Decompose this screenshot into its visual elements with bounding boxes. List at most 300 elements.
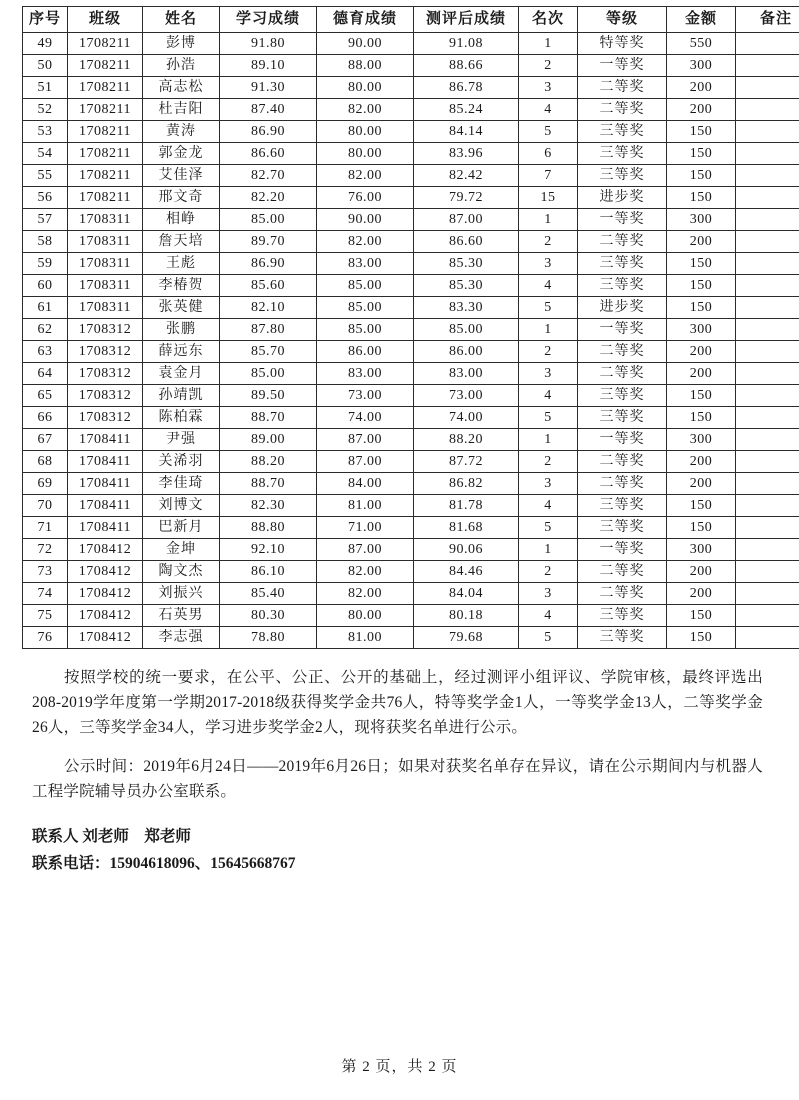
header-final-score: 测评后成绩 bbox=[414, 7, 519, 33]
cell-class: 1708412 bbox=[68, 561, 143, 583]
cell-study: 82.30 bbox=[220, 495, 317, 517]
cell-moral: 82.00 bbox=[317, 165, 414, 187]
cell-remark bbox=[736, 407, 799, 429]
cell-moral: 81.00 bbox=[317, 495, 414, 517]
cell-moral: 85.00 bbox=[317, 297, 414, 319]
cell-remark bbox=[736, 517, 799, 539]
table-row bbox=[23, 517, 799, 539]
table-row bbox=[23, 275, 799, 297]
cell-no: 71 bbox=[23, 517, 68, 539]
header-study-score: 学习成绩 bbox=[220, 7, 317, 33]
cell-class: 1708211 bbox=[68, 143, 143, 165]
cell-final: 84.46 bbox=[414, 561, 519, 583]
cell-class: 1708312 bbox=[68, 363, 143, 385]
cell-amount: 150 bbox=[667, 495, 736, 517]
cell-name: 孙靖凯 bbox=[143, 385, 220, 407]
cell-no: 53 bbox=[23, 121, 68, 143]
cell-study: 85.70 bbox=[220, 341, 317, 363]
table-row bbox=[23, 627, 799, 649]
cell-name: 陶文杰 bbox=[143, 561, 220, 583]
cell-name: 邢文奇 bbox=[143, 187, 220, 209]
cell-moral: 90.00 bbox=[317, 33, 414, 55]
cell-moral: 83.00 bbox=[317, 253, 414, 275]
table-row bbox=[23, 363, 799, 385]
cell-rank: 5 bbox=[519, 517, 578, 539]
cell-study: 88.80 bbox=[220, 517, 317, 539]
cell-moral: 87.00 bbox=[317, 539, 414, 561]
cell-rank: 4 bbox=[519, 385, 578, 407]
cell-class: 1708312 bbox=[68, 407, 143, 429]
cell-no: 57 bbox=[23, 209, 68, 231]
cell-no: 63 bbox=[23, 341, 68, 363]
cell-amount: 200 bbox=[667, 231, 736, 253]
cell-class: 1708411 bbox=[68, 517, 143, 539]
cell-rank: 3 bbox=[519, 77, 578, 99]
cell-final: 84.04 bbox=[414, 583, 519, 605]
cell-no: 54 bbox=[23, 143, 68, 165]
cell-final: 80.18 bbox=[414, 605, 519, 627]
cell-study: 89.00 bbox=[220, 429, 317, 451]
page-footer: 第 2 页，共 2 页 bbox=[341, 1059, 458, 1075]
cell-rank: 4 bbox=[519, 605, 578, 627]
table-row bbox=[23, 407, 799, 429]
table-row bbox=[23, 429, 799, 451]
cell-class: 1708311 bbox=[68, 297, 143, 319]
cell-no: 51 bbox=[23, 77, 68, 99]
cell-amount: 200 bbox=[667, 561, 736, 583]
cell-moral: 80.00 bbox=[317, 77, 414, 99]
cell-amount: 300 bbox=[667, 429, 736, 451]
cell-final: 83.00 bbox=[414, 363, 519, 385]
cell-moral: 85.00 bbox=[317, 319, 414, 341]
cell-final: 85.30 bbox=[414, 275, 519, 297]
cell-study: 86.60 bbox=[220, 143, 317, 165]
cell-level: 三等奖 bbox=[578, 253, 667, 275]
table-row bbox=[23, 605, 799, 627]
cell-moral: 76.00 bbox=[317, 187, 414, 209]
cell-study: 91.30 bbox=[220, 77, 317, 99]
cell-final: 81.68 bbox=[414, 517, 519, 539]
cell-amount: 200 bbox=[667, 341, 736, 363]
cell-no: 61 bbox=[23, 297, 68, 319]
cell-final: 87.00 bbox=[414, 209, 519, 231]
cell-amount: 150 bbox=[667, 605, 736, 627]
cell-study: 82.70 bbox=[220, 165, 317, 187]
cell-final: 79.68 bbox=[414, 627, 519, 649]
cell-level: 二等奖 bbox=[578, 341, 667, 363]
cell-class: 1708312 bbox=[68, 385, 143, 407]
header-name: 姓名 bbox=[143, 7, 220, 33]
cell-rank: 5 bbox=[519, 627, 578, 649]
cell-study: 82.10 bbox=[220, 297, 317, 319]
cell-study: 88.70 bbox=[220, 473, 317, 495]
cell-final: 86.60 bbox=[414, 231, 519, 253]
cell-amount: 200 bbox=[667, 451, 736, 473]
cell-rank: 1 bbox=[519, 319, 578, 341]
cell-study: 92.10 bbox=[220, 539, 317, 561]
cell-name: 彭博 bbox=[143, 33, 220, 55]
cell-level: 一等奖 bbox=[578, 429, 667, 451]
cell-rank: 1 bbox=[519, 209, 578, 231]
cell-no: 56 bbox=[23, 187, 68, 209]
cell-moral: 74.00 bbox=[317, 407, 414, 429]
cell-final: 91.08 bbox=[414, 33, 519, 55]
cell-class: 1708311 bbox=[68, 253, 143, 275]
cell-rank: 5 bbox=[519, 297, 578, 319]
cell-class: 1708411 bbox=[68, 451, 143, 473]
table-row bbox=[23, 55, 799, 77]
cell-level: 二等奖 bbox=[578, 473, 667, 495]
cell-name: 李椿贺 bbox=[143, 275, 220, 297]
cell-class: 1708312 bbox=[68, 341, 143, 363]
cell-level: 三等奖 bbox=[578, 517, 667, 539]
cell-amount: 200 bbox=[667, 583, 736, 605]
cell-no: 64 bbox=[23, 363, 68, 385]
cell-no: 68 bbox=[23, 451, 68, 473]
cell-class: 1708411 bbox=[68, 473, 143, 495]
table-body bbox=[23, 33, 799, 649]
cell-name: 尹强 bbox=[143, 429, 220, 451]
table-row bbox=[23, 209, 799, 231]
cell-level: 二等奖 bbox=[578, 451, 667, 473]
cell-class: 1708412 bbox=[68, 539, 143, 561]
cell-final: 85.00 bbox=[414, 319, 519, 341]
cell-level: 三等奖 bbox=[578, 385, 667, 407]
cell-amount: 150 bbox=[667, 165, 736, 187]
cell-no: 60 bbox=[23, 275, 68, 297]
cell-amount: 150 bbox=[667, 187, 736, 209]
table-row bbox=[23, 99, 799, 121]
cell-remark bbox=[736, 495, 799, 517]
cell-name: 李佳琦 bbox=[143, 473, 220, 495]
cell-no: 74 bbox=[23, 583, 68, 605]
cell-rank: 5 bbox=[519, 121, 578, 143]
cell-level: 三等奖 bbox=[578, 495, 667, 517]
cell-no: 49 bbox=[23, 33, 68, 55]
cell-level: 特等奖 bbox=[578, 33, 667, 55]
table-row bbox=[23, 297, 799, 319]
table-row bbox=[23, 33, 799, 55]
cell-study: 89.10 bbox=[220, 55, 317, 77]
cell-remark bbox=[736, 583, 799, 605]
cell-name: 高志松 bbox=[143, 77, 220, 99]
cell-level: 三等奖 bbox=[578, 165, 667, 187]
cell-name: 陈柏霖 bbox=[143, 407, 220, 429]
cell-final: 83.30 bbox=[414, 297, 519, 319]
cell-rank: 3 bbox=[519, 253, 578, 275]
cell-final: 85.24 bbox=[414, 99, 519, 121]
cell-name: 袁金月 bbox=[143, 363, 220, 385]
table-row bbox=[23, 187, 799, 209]
cell-final: 81.78 bbox=[414, 495, 519, 517]
cell-moral: 71.00 bbox=[317, 517, 414, 539]
cell-amount: 150 bbox=[667, 275, 736, 297]
cell-class: 1708311 bbox=[68, 231, 143, 253]
cell-remark bbox=[736, 451, 799, 473]
cell-final: 90.06 bbox=[414, 539, 519, 561]
cell-name: 艾佳泽 bbox=[143, 165, 220, 187]
cell-class: 1708311 bbox=[68, 209, 143, 231]
cell-class: 1708412 bbox=[68, 583, 143, 605]
table-row bbox=[23, 451, 799, 473]
cell-remark bbox=[736, 99, 799, 121]
table-row bbox=[23, 143, 799, 165]
cell-class: 1708411 bbox=[68, 495, 143, 517]
cell-name: 詹天培 bbox=[143, 231, 220, 253]
cell-level: 一等奖 bbox=[578, 209, 667, 231]
cell-final: 86.00 bbox=[414, 341, 519, 363]
cell-level: 三等奖 bbox=[578, 143, 667, 165]
cell-moral: 80.00 bbox=[317, 143, 414, 165]
table-row bbox=[23, 583, 799, 605]
cell-class: 1708211 bbox=[68, 121, 143, 143]
cell-amount: 200 bbox=[667, 77, 736, 99]
table-row bbox=[23, 165, 799, 187]
table-header-row bbox=[23, 7, 799, 33]
cell-level: 三等奖 bbox=[578, 407, 667, 429]
cell-name: 孙浩 bbox=[143, 55, 220, 77]
cell-remark bbox=[736, 297, 799, 319]
cell-remark bbox=[736, 319, 799, 341]
cell-level: 一等奖 bbox=[578, 55, 667, 77]
cell-name: 相峥 bbox=[143, 209, 220, 231]
cell-study: 78.80 bbox=[220, 627, 317, 649]
cell-no: 72 bbox=[23, 539, 68, 561]
cell-level: 二等奖 bbox=[578, 231, 667, 253]
cell-class: 1708412 bbox=[68, 627, 143, 649]
cell-amount: 300 bbox=[667, 539, 736, 561]
cell-study: 87.80 bbox=[220, 319, 317, 341]
cell-amount: 300 bbox=[667, 55, 736, 77]
cell-rank: 15 bbox=[519, 187, 578, 209]
cell-rank: 6 bbox=[519, 143, 578, 165]
cell-class: 1708312 bbox=[68, 319, 143, 341]
cell-no: 69 bbox=[23, 473, 68, 495]
cell-level: 二等奖 bbox=[578, 561, 667, 583]
cell-level: 三等奖 bbox=[578, 627, 667, 649]
cell-level: 进步奖 bbox=[578, 187, 667, 209]
cell-class: 1708211 bbox=[68, 77, 143, 99]
header-no: 序号 bbox=[23, 7, 68, 33]
cell-no: 59 bbox=[23, 253, 68, 275]
cell-moral: 81.00 bbox=[317, 627, 414, 649]
cell-amount: 150 bbox=[667, 297, 736, 319]
cell-remark bbox=[736, 231, 799, 253]
cell-class: 1708211 bbox=[68, 99, 143, 121]
cell-amount: 550 bbox=[667, 33, 736, 55]
cell-study: 85.00 bbox=[220, 209, 317, 231]
cell-class: 1708412 bbox=[68, 605, 143, 627]
cell-class: 1708311 bbox=[68, 275, 143, 297]
cell-no: 75 bbox=[23, 605, 68, 627]
cell-level: 一等奖 bbox=[578, 319, 667, 341]
cell-moral: 82.00 bbox=[317, 231, 414, 253]
cell-class: 1708211 bbox=[68, 165, 143, 187]
notice-text bbox=[22, 665, 777, 804]
cell-rank: 5 bbox=[519, 407, 578, 429]
cell-level: 三等奖 bbox=[578, 121, 667, 143]
cell-remark bbox=[736, 363, 799, 385]
header-moral-score: 德育成绩 bbox=[317, 7, 414, 33]
cell-remark bbox=[736, 627, 799, 649]
contact-person: 联系人 刘老师 郑老师 bbox=[32, 828, 191, 845]
cell-final: 86.78 bbox=[414, 77, 519, 99]
cell-no: 73 bbox=[23, 561, 68, 583]
table-row bbox=[23, 319, 799, 341]
cell-level: 二等奖 bbox=[578, 363, 667, 385]
cell-moral: 84.00 bbox=[317, 473, 414, 495]
cell-no: 62 bbox=[23, 319, 68, 341]
cell-moral: 86.00 bbox=[317, 341, 414, 363]
cell-amount: 200 bbox=[667, 473, 736, 495]
table-row bbox=[23, 561, 799, 583]
cell-moral: 83.00 bbox=[317, 363, 414, 385]
cell-amount: 150 bbox=[667, 253, 736, 275]
cell-remark bbox=[736, 473, 799, 495]
cell-remark bbox=[736, 121, 799, 143]
cell-rank: 3 bbox=[519, 363, 578, 385]
cell-amount: 150 bbox=[667, 627, 736, 649]
cell-remark bbox=[736, 253, 799, 275]
cell-remark bbox=[736, 187, 799, 209]
cell-no: 76 bbox=[23, 627, 68, 649]
cell-study: 88.20 bbox=[220, 451, 317, 473]
cell-no: 66 bbox=[23, 407, 68, 429]
cell-no: 65 bbox=[23, 385, 68, 407]
cell-rank: 2 bbox=[519, 341, 578, 363]
cell-name: 张英健 bbox=[143, 297, 220, 319]
cell-remark bbox=[736, 143, 799, 165]
cell-name: 郭金龙 bbox=[143, 143, 220, 165]
cell-name: 刘振兴 bbox=[143, 583, 220, 605]
cell-study: 91.80 bbox=[220, 33, 317, 55]
table-row bbox=[23, 253, 799, 275]
cell-study: 82.20 bbox=[220, 187, 317, 209]
cell-study: 85.00 bbox=[220, 363, 317, 385]
header-level: 等级 bbox=[578, 7, 667, 33]
cell-study: 87.40 bbox=[220, 99, 317, 121]
cell-amount: 150 bbox=[667, 121, 736, 143]
contact-block bbox=[22, 824, 777, 876]
cell-moral: 82.00 bbox=[317, 561, 414, 583]
cell-moral: 90.00 bbox=[317, 209, 414, 231]
cell-remark bbox=[736, 605, 799, 627]
cell-rank: 2 bbox=[519, 561, 578, 583]
cell-remark bbox=[736, 385, 799, 407]
cell-remark bbox=[736, 561, 799, 583]
cell-level: 三等奖 bbox=[578, 605, 667, 627]
cell-amount: 150 bbox=[667, 407, 736, 429]
cell-final: 86.82 bbox=[414, 473, 519, 495]
contact-phone: 联系电话：15904618096、15645668767 bbox=[32, 855, 296, 872]
cell-rank: 4 bbox=[519, 99, 578, 121]
cell-rank: 1 bbox=[519, 539, 578, 561]
cell-moral: 73.00 bbox=[317, 385, 414, 407]
cell-rank: 2 bbox=[519, 231, 578, 253]
cell-amount: 300 bbox=[667, 209, 736, 231]
cell-moral: 80.00 bbox=[317, 121, 414, 143]
cell-rank: 1 bbox=[519, 33, 578, 55]
cell-moral: 85.00 bbox=[317, 275, 414, 297]
cell-final: 87.72 bbox=[414, 451, 519, 473]
cell-rank: 7 bbox=[519, 165, 578, 187]
cell-amount: 300 bbox=[667, 319, 736, 341]
table-row bbox=[23, 121, 799, 143]
cell-moral: 80.00 bbox=[317, 605, 414, 627]
cell-remark bbox=[736, 55, 799, 77]
cell-rank: 4 bbox=[519, 495, 578, 517]
table-row bbox=[23, 341, 799, 363]
cell-no: 50 bbox=[23, 55, 68, 77]
cell-class: 1708411 bbox=[68, 429, 143, 451]
cell-level: 二等奖 bbox=[578, 99, 667, 121]
cell-remark bbox=[736, 165, 799, 187]
cell-no: 70 bbox=[23, 495, 68, 517]
cell-name: 巴新月 bbox=[143, 517, 220, 539]
scholarship-table bbox=[22, 6, 799, 649]
cell-no: 58 bbox=[23, 231, 68, 253]
cell-rank: 4 bbox=[519, 275, 578, 297]
cell-final: 85.30 bbox=[414, 253, 519, 275]
cell-class: 1708211 bbox=[68, 55, 143, 77]
cell-moral: 87.00 bbox=[317, 429, 414, 451]
table-row bbox=[23, 495, 799, 517]
cell-class: 1708211 bbox=[68, 187, 143, 209]
notice-paragraph-2: 公示时间：2019年6月24日——2019年6月26日；如果对获奖名单存在异议，请在公示期间内与机器人工程学院辅导员办公室联系。 bbox=[32, 758, 763, 800]
header-amount: 金额 bbox=[667, 7, 736, 33]
notice-paragraph-1: 按照学校的统一要求，在公平、公正、公开的基础上，经过测评小组评议、学院审核，最终评选出208-2019学年度第一学期2017-2018级获得奖学金共76人，特等奖学金1人，一等奖学金13人，二等奖学金26人，三等奖学金34人，学习进步奖学金2人，现将获奖名单进行公示。 bbox=[32, 669, 763, 736]
cell-name: 关浠羽 bbox=[143, 451, 220, 473]
table-row bbox=[23, 77, 799, 99]
table-row bbox=[23, 473, 799, 495]
cell-moral: 88.00 bbox=[317, 55, 414, 77]
cell-name: 金坤 bbox=[143, 539, 220, 561]
cell-study: 86.90 bbox=[220, 253, 317, 275]
cell-name: 石英男 bbox=[143, 605, 220, 627]
cell-study: 89.70 bbox=[220, 231, 317, 253]
cell-amount: 150 bbox=[667, 143, 736, 165]
cell-moral: 82.00 bbox=[317, 99, 414, 121]
cell-name: 王彪 bbox=[143, 253, 220, 275]
header-rank: 名次 bbox=[519, 7, 578, 33]
header-class: 班级 bbox=[68, 7, 143, 33]
cell-study: 80.30 bbox=[220, 605, 317, 627]
cell-study: 88.70 bbox=[220, 407, 317, 429]
table-row bbox=[23, 385, 799, 407]
cell-final: 73.00 bbox=[414, 385, 519, 407]
cell-moral: 87.00 bbox=[317, 451, 414, 473]
cell-study: 86.90 bbox=[220, 121, 317, 143]
table-row bbox=[23, 539, 799, 561]
cell-name: 李志强 bbox=[143, 627, 220, 649]
cell-rank: 2 bbox=[519, 451, 578, 473]
cell-name: 张鹏 bbox=[143, 319, 220, 341]
cell-no: 67 bbox=[23, 429, 68, 451]
cell-rank: 2 bbox=[519, 55, 578, 77]
cell-remark bbox=[736, 77, 799, 99]
cell-no: 52 bbox=[23, 99, 68, 121]
cell-final: 84.14 bbox=[414, 121, 519, 143]
cell-final: 88.66 bbox=[414, 55, 519, 77]
cell-amount: 200 bbox=[667, 99, 736, 121]
cell-remark bbox=[736, 429, 799, 451]
cell-remark bbox=[736, 33, 799, 55]
cell-study: 89.50 bbox=[220, 385, 317, 407]
cell-study: 85.40 bbox=[220, 583, 317, 605]
cell-final: 83.96 bbox=[414, 143, 519, 165]
cell-amount: 200 bbox=[667, 363, 736, 385]
header-remark: 备注 bbox=[736, 7, 799, 33]
